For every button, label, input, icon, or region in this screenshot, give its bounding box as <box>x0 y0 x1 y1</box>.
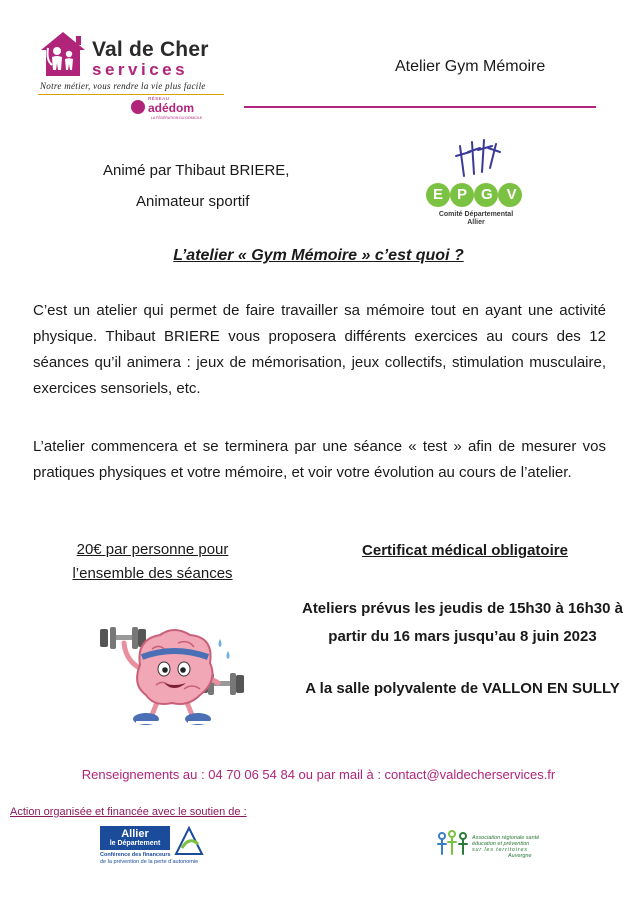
allier-mark-icon <box>174 826 204 856</box>
facilitator-role: Animateur sportif <box>136 193 250 210</box>
logo-tagline: Notre métier, vous rendre la vie plus facile <box>40 81 206 91</box>
asept-logo <box>436 826 556 866</box>
asept-figures-icon <box>436 828 470 860</box>
price-info <box>40 538 265 586</box>
allier-conference: Conférence des financeurs <box>100 852 171 858</box>
logo-name: Val de Cher <box>92 38 209 61</box>
contact-info: Renseignements au : 04 70 06 54 84 ou par mail à : contact@valdecherservices.fr <box>81 767 556 782</box>
venue-info: A la salle polyvalente de VALLON EN SULLY <box>305 680 620 697</box>
asept-line-1: Association régionale santé <box>472 835 540 841</box>
allier-logo <box>100 826 206 870</box>
price-line-1: 20€ par personne pour <box>76 541 229 558</box>
sponsor-label: Action organisée et financée avec le soutien de : <box>10 806 247 818</box>
allier-subtitle: le Département <box>109 840 161 847</box>
allier-prevention: de la prévention de la perte d’autonomie <box>100 859 199 865</box>
allier-title: Allier <box>121 828 149 840</box>
adedom-label: adédom <box>148 101 195 115</box>
val-de-cher-logo <box>38 30 228 122</box>
section-heading: L’atelier « Gym Mémoire » c’est quoi ? <box>173 247 464 264</box>
epgv-name: EPGV <box>433 186 531 203</box>
adedom-subtitle: LA FÉDÉRATION DU DOMICILE <box>151 116 203 120</box>
schedule-info: Ateliers prévus les jeudis de 15h30 à 16h30 à partir du 16 mars jusqu’au 8 juin 2023 <box>301 600 623 645</box>
house-family-icon <box>38 30 88 78</box>
description-paragraph: C’est un atelier qui permet de faire travailler sa mémoire tout en ayant une activité physique. Thibaut BRIERE vous proposera différents exercices au cours des 12 séances qu’il animera : jeux de mémorisation, jeux collectifs, stimulation musculaire, exercices sensoriels, etc. <box>33 302 606 397</box>
epgv-figures-icon <box>446 138 506 180</box>
epgv-subtitle-2: Allier <box>467 219 485 226</box>
price-line-2: l’ensemble des séances <box>72 565 233 582</box>
asept-line-3: sur les territoires <box>472 847 528 853</box>
asept-line-2: éducation et prévention <box>472 841 530 847</box>
page-title: Atelier Gym Mémoire <box>395 58 546 75</box>
test-session-paragraph: L’atelier commencera et se terminera par une séance « test » afin de mesurer vos pratiques physiques et votre mémoire, et voir votre évolution au cours de l’atelier. <box>33 438 606 481</box>
epgv-logo <box>424 138 531 238</box>
network-label: RÉSEAU <box>148 96 170 101</box>
epgv-subtitle-1: Comité Départemental <box>438 211 514 218</box>
logo-divider <box>38 94 224 95</box>
certificate-notice: Certificat médical obligatoire <box>362 542 568 559</box>
asept-line-4: Auvergne <box>508 853 532 859</box>
adedom-badge-icon <box>131 100 145 114</box>
facilitator-name: Animé par Thibaut BRIERE, <box>103 162 290 179</box>
header-divider <box>244 106 596 108</box>
brain-dumbbell-mascot-icon <box>96 615 252 730</box>
epgv-letters <box>426 182 531 208</box>
logo-services: services <box>92 60 189 79</box>
